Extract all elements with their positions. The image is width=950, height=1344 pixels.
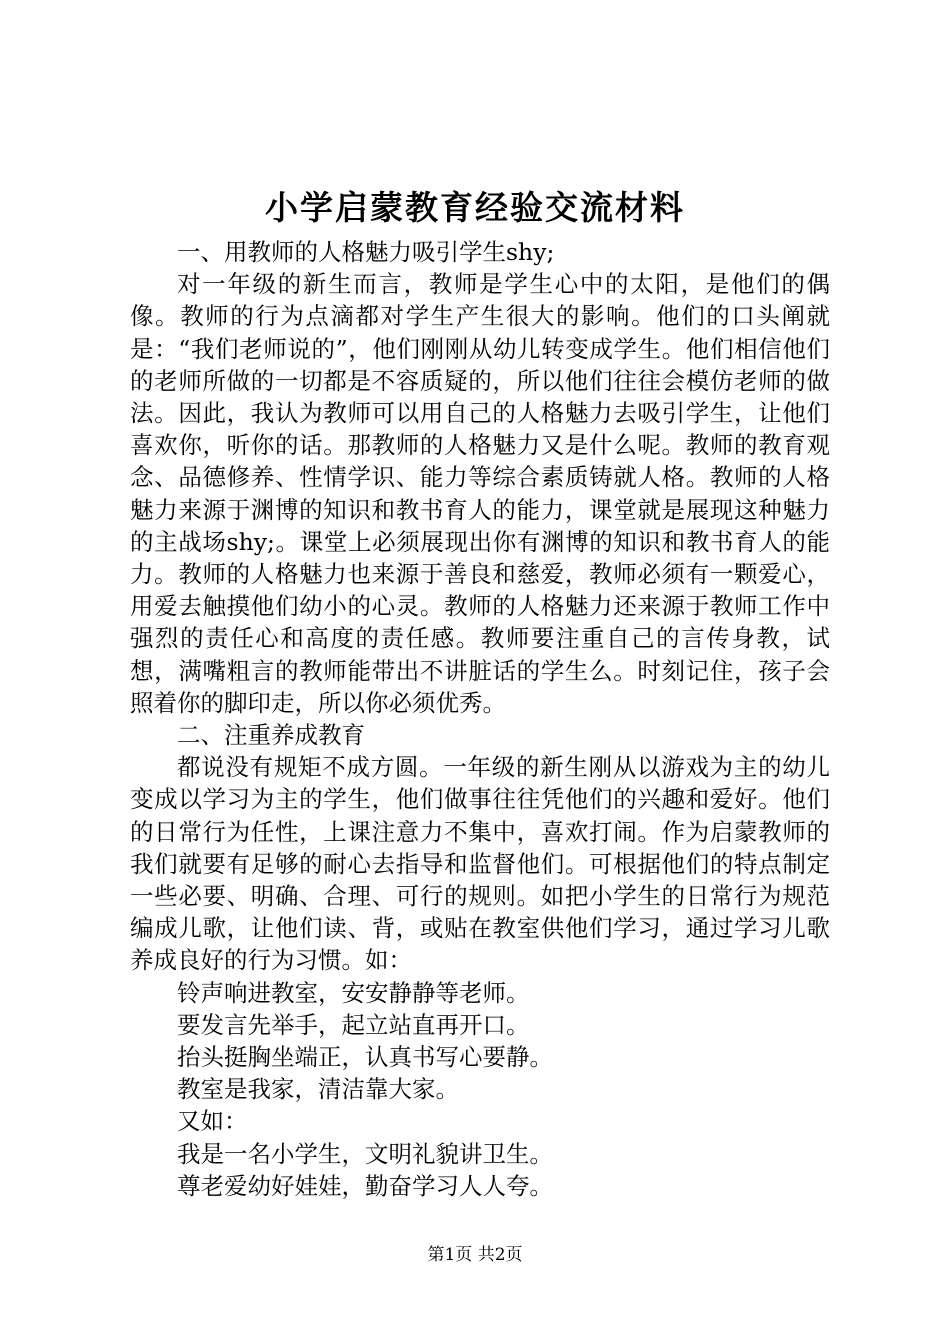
rhyme-line: 铃声响进教室，安安静静等老师。 [177,978,530,1007]
page-number-footer: 第1页 共2页 [427,1245,523,1265]
rhyme-intro: 又如： [177,1107,248,1136]
section-heading-2: 二、注重养成教育 [177,721,365,750]
section-heading-1: 一、用教师的人格魅力吸引学生shy; [177,238,555,266]
paragraph: 对一年级的新生而言，教师是学生心中的太阳，是他们的偶像。教师的行为点滴都对学生产生很大的影响。他们的口头阐就是：“我们老师说的”，他们刚刚从幼儿转变成学生。他们相信他们的老师所做的一切都是不容质疑的，所以他们往往会模仿老师的做法。因此，我认为教师可以用自己的人格魅力去吸引学生，让他们喜欢你，听你的话。那教师的人格魅力又是什么呢。教师的教育观念、品德修养、性情学识、能力等综合素质铸就人格。教师的人格魅力来源于渊博的知识和教书育人的能力，课堂就是展现这种魅力的主战场shy;。课堂上必须展现出你有渊博的知识和教书育人的能力。教师的人格魅力也来源于善良和慈爱，教师必须有一颗爱心，用爱去触摸他们幼小的心灵。教师的人格魅力还来源于教师工作中强烈的责任心和高度的责任感。教师要注重自己的言传身教，试想，满嘴粗言的教师能带出不讲脏话的学生么。时刻记住，孩子会照着你的脚印走，所以你必须优秀。 [130,270,830,717]
paragraph: 都说没有规矩不成方圆。一年级的新生刚从以游戏为主的幼儿变成以学习为主的学生，他们做事往往凭他们的兴趣和爱好。他们的日常行为任性，上课注意力不集中，喜欢打闹。作为启蒙教师的我们就要有足够的耐心去指导和监督他们。可根据他们的特点制定一些必要、明确、合理、可行的规则。如把小学生的日常行为规范编成儿歌，让他们读、背，或贴在教室供他们学习，通过学习儿歌养成良好的行为习惯。如： [130,753,830,975]
rhyme-line: 要发言先举手，起立站直再开口。 [177,1010,530,1039]
rhyme-line: 教室是我家，清洁靠大家。 [177,1075,459,1104]
rhyme-line: 尊老爱幼好娃娃，勤奋学习人人夸。 [177,1171,553,1200]
rhyme-line: 抬头挺胸坐端正，认真书写心要静。 [177,1043,553,1072]
rhyme-line: 我是一名小学生，文明礼貌讲卫生。 [177,1139,553,1168]
document-body [130,236,830,1202]
document-title: 小学启蒙教育经验交流材料 [265,188,685,227]
